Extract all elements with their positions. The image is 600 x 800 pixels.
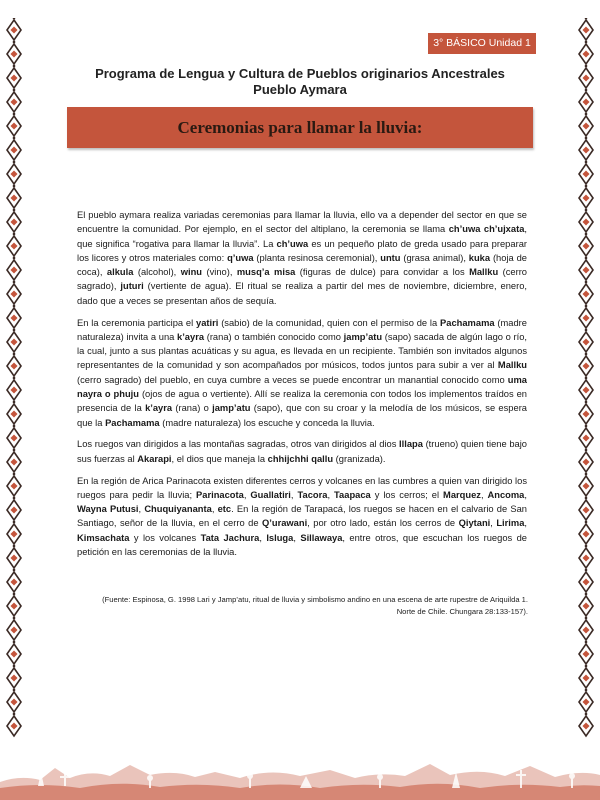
text-run: (rana) o — [172, 403, 213, 414]
border-motif — [579, 641, 593, 664]
text-run: y los cerros; el — [370, 489, 444, 500]
bold-term: juturi — [120, 281, 144, 292]
program-heading — [0, 66, 600, 98]
border-motif — [579, 161, 593, 184]
border-motif — [7, 185, 21, 208]
text-run: , — [480, 489, 488, 500]
text-run: (vino), — [202, 267, 237, 278]
border-motif — [7, 137, 21, 160]
text-run: (vertiente de agua). El ritual se realiza a partir del mes de noviembre, diciembre, enero, dado que a veces se presentan años de sequía. — [77, 281, 527, 306]
text-run: , el dios que maneja la — [171, 453, 268, 464]
border-motif — [7, 617, 21, 640]
border-motif — [7, 257, 21, 280]
text-run: (planta resinosa ceremonial), — [253, 252, 381, 263]
bold-term: Lirima — [496, 518, 525, 529]
decorative-border-right — [578, 18, 594, 740]
bold-term: Marquez — [443, 489, 481, 500]
border-motif — [7, 113, 21, 136]
border-motif — [7, 41, 21, 64]
border-motif — [579, 497, 593, 520]
border-motif — [579, 689, 593, 712]
border-motif — [579, 665, 593, 688]
border-motif — [7, 689, 21, 712]
text-run: , — [243, 489, 251, 500]
bold-term: Mallku — [497, 360, 527, 371]
source-citation: (Fuente: Espinosa, G. 1998 Lari y Jamp’atu, ritual de lluvia y simbolismo andino en una escena de arte rupestre de Ariquilda 1. Norte de Chile. Chungara 28:133-157). — [102, 595, 528, 616]
bold-term: Tata Jachura — [200, 532, 260, 543]
text-run: , — [290, 489, 298, 500]
bold-term: musq’a misa — [236, 267, 296, 278]
text-run: (rana) o también conocido como — [204, 331, 344, 342]
border-motif — [579, 593, 593, 616]
bold-term: jamp’atu — [212, 403, 251, 414]
border-motif — [7, 473, 21, 496]
bold-term: Isluga — [266, 532, 294, 543]
bold-term: etc — [217, 504, 232, 515]
bold-term: Sillawaya — [300, 532, 343, 543]
bold-term: yatiri — [196, 317, 219, 328]
text-run: , — [259, 532, 267, 543]
text-run: (grasa animal), — [400, 252, 469, 263]
text-run: y los volcanes — [129, 532, 201, 543]
text-run: (sapo), que con su croar y la melodía de los músicos, se espera que la — [77, 403, 528, 428]
bold-term: Ancoma — [487, 489, 525, 500]
bold-term: k’ayra — [145, 403, 173, 414]
border-motif — [7, 329, 21, 352]
border-motif — [7, 18, 21, 40]
decorative-border-left — [6, 18, 22, 740]
border-motif — [7, 209, 21, 232]
border-motif — [579, 281, 593, 304]
bold-term: q’uwa — [227, 252, 254, 263]
text-run: (madre naturaleza) los escuche y conceda la lluvia. — [159, 417, 375, 428]
border-motif — [579, 353, 593, 376]
text-run: (ojos de agua o vertiente). Allí se realiza la ceremonia con todos los implementos traídos en presencia de la — [77, 389, 527, 414]
program-subtitle: Pueblo Aymara — [253, 82, 347, 97]
border-motif — [7, 545, 21, 568]
bold-term: Qiytani — [458, 518, 491, 529]
text-run: En la región de Arica Parinacota existen diferentes cerros y volcanes en las cumbres a quien van dirigido los ruegos para pedir la lluvia; — [77, 475, 527, 500]
bold-term: jamp’atu — [343, 331, 383, 342]
text-run: En la ceremonia participa el — [77, 317, 197, 328]
bold-term: alkula — [106, 267, 134, 278]
footer-landscape-illustration — [0, 720, 600, 800]
paragraph — [77, 208, 527, 308]
border-motif — [579, 137, 593, 160]
text-run: , por otro lado, están los cerros de — [307, 518, 459, 529]
bold-term: Taapaca — [334, 489, 371, 500]
bold-term: Parinacota — [196, 489, 244, 500]
bold-term: Pachamama — [440, 317, 495, 328]
paragraph — [77, 474, 527, 560]
bold-term: Mallku — [469, 267, 499, 278]
paragraph — [77, 437, 527, 466]
article-body — [77, 208, 527, 567]
bold-term: Chuquiyananta — [144, 504, 212, 515]
border-motif — [7, 665, 21, 688]
section-title: Ceremonias para llamar la lluvia: — [177, 118, 423, 137]
border-motif — [579, 233, 593, 256]
text-run: Los ruegos van dirigidos a las montañas sagradas, otros van dirigidos al dios — [77, 439, 400, 450]
text-run: (madre naturaleza) invita a una — [77, 317, 527, 342]
border-motif — [579, 329, 593, 352]
border-motif — [7, 593, 21, 616]
border-motif — [579, 305, 593, 328]
text-run: (cerro sagrado) del pueblo, en cuya cumbre a veces se puede encontrar un manantial conocido como — [77, 374, 508, 385]
paragraph — [77, 316, 527, 430]
grade-unit-badge: 3° BÁSICO Unidad 1 — [428, 33, 536, 54]
border-motif — [579, 113, 593, 136]
bold-term: uma nayra o phuju — [77, 374, 527, 400]
text-run: El pueblo aymara realiza variadas ceremonias para llamar la lluvia, ello va a depender del sector en que se encuentre la comunidad. Por ejemplo, en el sector del altiplano, la ceremonia se llama — [77, 210, 527, 235]
border-motif — [7, 497, 21, 520]
border-motif — [579, 401, 593, 424]
bold-term: winu — [180, 267, 203, 278]
border-motif — [7, 281, 21, 304]
text-run: es un pequeño plato de greda usado para preparar los licores y otros materiales como: — [77, 238, 527, 263]
bold-term: Pachamama — [105, 417, 160, 428]
bold-term: k’ayra — [177, 331, 205, 342]
text-run: , que significa “rogativa para llamar la lluvia”. La — [77, 224, 527, 249]
border-motif — [7, 353, 21, 376]
text-run: , — [490, 518, 497, 529]
border-motif — [7, 449, 21, 472]
border-motif — [579, 617, 593, 640]
border-motif — [7, 401, 21, 424]
border-motif — [7, 305, 21, 328]
border-motif — [579, 41, 593, 64]
text-run: , — [524, 518, 527, 529]
bold-term: kuka — [468, 252, 491, 263]
border-motif — [7, 521, 21, 544]
border-motif — [579, 209, 593, 232]
text-run: (granizada). — [333, 453, 386, 464]
program-title: Programa de Lengua y Cultura de Pueblos originarios Ancestrales — [95, 66, 505, 81]
text-run: , — [293, 532, 301, 543]
border-motif — [7, 377, 21, 400]
border-motif — [579, 257, 593, 280]
bold-term: untu — [380, 252, 401, 263]
bold-term: Illapa — [399, 439, 423, 450]
bold-term: Q’urawani — [262, 518, 308, 529]
bold-term: ch’uwa — [276, 238, 309, 249]
border-motif — [7, 161, 21, 184]
bold-term: Guallatiri — [250, 489, 291, 500]
border-motif — [7, 425, 21, 448]
bold-term: Tacora — [297, 489, 328, 500]
border-motif — [579, 425, 593, 448]
text-run: . En la región de Tarapacá, los ruegos se hacen en el calvario de San Santiago, señor de la lluvia, en el cerro de — [77, 504, 528, 529]
border-motif — [579, 545, 593, 568]
text-run: (sabio) de la comunidad, quien con el permiso de la — [218, 317, 441, 328]
text-run: , — [327, 489, 335, 500]
border-motif — [579, 569, 593, 592]
bold-term: Kimsachata — [77, 532, 130, 543]
border-motif — [579, 449, 593, 472]
bold-term: ch’uwa ch’ujxata — [448, 224, 525, 235]
text-run: , — [211, 504, 218, 515]
text-run: (trueno) quien tiene bajo sus fuerzas al — [77, 439, 527, 464]
bold-term: chhijchhi qallu — [267, 453, 334, 464]
border-motif — [7, 641, 21, 664]
text-run: , — [138, 504, 145, 515]
text-run: (sapo) sacada de algún lago o río, la cual, junto a sus plantas acuáticas y su agua, es llevada en un recipiente. También son invitados algunos representantes de la comunidad y son acompañados por músicos, todos juntos para subir a ver al — [77, 331, 527, 371]
text-run: (alcohol), — [133, 267, 181, 278]
border-motif — [7, 569, 21, 592]
bold-term: Wayna Putusi — [77, 504, 139, 515]
text-run: (hoja de coca), — [77, 252, 527, 278]
bold-term: Akarapi — [137, 453, 172, 464]
border-motif — [7, 233, 21, 256]
border-motif — [579, 185, 593, 208]
border-motif — [579, 521, 593, 544]
text-run: (cerro sagrado), — [77, 267, 528, 292]
text-run: , entre otros, que escuchan los ruegos de petición en las ceremonias de la lluvia. — [77, 532, 527, 558]
border-motif — [579, 18, 593, 40]
text-run: (figuras de dulce) para convidar a los — [295, 267, 470, 278]
border-motif — [579, 377, 593, 400]
section-title-banner — [67, 107, 533, 148]
border-motif — [579, 473, 593, 496]
text-run: , — [524, 489, 527, 500]
